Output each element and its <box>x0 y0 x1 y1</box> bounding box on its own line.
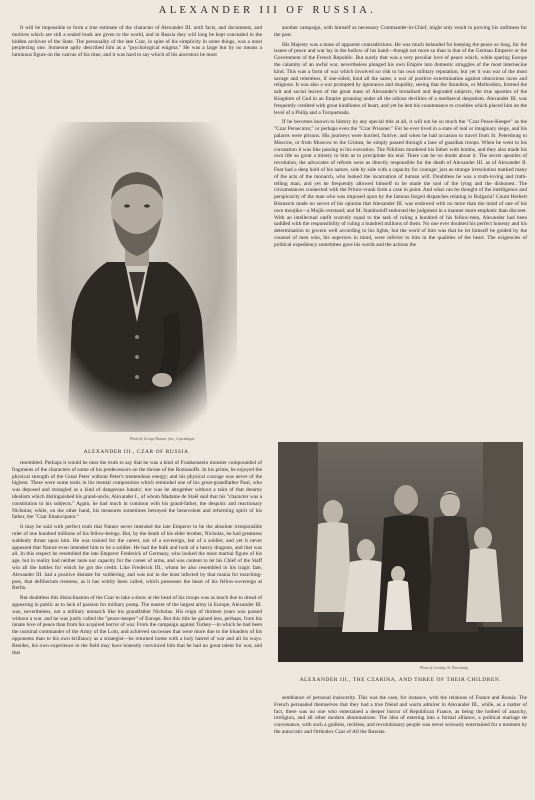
article-column-right-bottom <box>274 695 527 739</box>
paragraph: It will be impossible to form a true estimate of the character of Alexander III. until facts, and documents, and motives which are still a sealed book are given to the world, and in Russia they will long be kept concealed in the hidden archives of the State. The personality of the late Czar, in spite of his simplicity in some things, was a most perplexing one. Someone aptly described him as a "psychological enigma." He was a large but by no means a luminous figure on the canvas of his time, and it was hard to say which of his ancestors he most <box>12 25 262 59</box>
article-column-left-bottom <box>12 460 262 659</box>
photo-credit: Photo by George Hansen, fine., Copenhagen. <box>130 437 196 441</box>
photo-credit: Photo by Levitsky, St. Petersburg. <box>420 666 469 670</box>
page-title: ALEXANDER III OF RUSSIA. <box>158 5 377 16</box>
figure-caption: ALEXANDER III., THE CZARINA, AND THREE OF THEIR CHILDREN. <box>299 677 502 683</box>
paragraph: It may be said with perfect truth that Nature never intended the late Emperor to be the absolute irresponsible ruler of one hundred millions of his fellow-beings. But, by the death of his elder brother, Nicholas, he had greatness suddenly thrust upon him. He was trained for the career, not of a sovereign, but of a soldier, and yet it never appeared that Nature even intended him to be a soldier. He had the bulk and look of a heavy dragoon, and that was all. In this respect he resembled the late Emperor Frederick of Germany, who looked the most martial figure of his age, but in reality had neither taste nor capacity for the career of arms, and was content to let his Chief of the Staff win all the battles for which he got the credit. Like Frederick III., whom he also resembled in his tragic fate, Alexander III. had a positive distaste for soldiering, and was not in the least infected by that mania for marching-post, that defilierium tremens, as it has wittily been called, which possesses the heart of his fellow-sovereign at Berlin. <box>12 524 262 592</box>
paragraph: If he becomes known to history by any special title at all, it will not be so much the "Czar Peace-Keeper" as the "Czar Persecutor," or perhaps even the "Czar Prisoner." For he ever lived in a state of real or imaginary siege, and his palaces were prisons. His journeys were hurried, furtive; and when he had occasion to travel from St. Petersburg to Moscow, or from Moscow to the Crimea, he simply passed through a lane of guardian troops. When he went to his coronation it was like passing to his execution. The Nihilists murdered his father with bombs, and they also made his own life so great a misery to him as to precipitate his end. There can be no doubt about it. The secret apostles of revolution, the advocates of reform were as directly responsible for the death of Alexander III. as of Alexander II. Fear had a deep hold of his nature, side by side with a capacity for courage; just as strange irresolution marked many of the acts of the monarch, who looked the incarnation of human will. Doubtless he was a truth-loving and truth-telling man, and yet he frequently allowed himself to be made the tool of the lying and the dishonest. The circumstances connected with the Prince-vrank form a case in point. And what can be thought of the intelligence and perspicacity of the man who was imposed upon by the famous forged dispatches relating to Bulgaria? Count Herbert Bismarck made no secret of his opinion that Alexander III. was endowed with no more than the mind of one of his own moujiks—a Mujik-verstand; and M. Stambuloff endorsed the judgment in a manner more emphatic than discreet. With an intellectual outfit scarcely equal to the task of ruling a hundred of his fellow-men, Alexander had been saddled with the responsibility of ruling a hundred millions of them. No one ever doubted his perfect honesty and his determination to govern well according to his lights, but the word of him was that he let himself be guided by the counsel of men who, his superiors in mind, were inferior to him in the qualities of the heart. The exigencies of political expediency sometimes gave his words and the actions the <box>274 119 527 248</box>
portrait-photo-alexander-iii <box>37 122 237 432</box>
paragraph: another campaign, with himself as necessary Commander-in-Chief, might only result in proving his unfitness for the post. <box>274 25 527 38</box>
article-column-left-top <box>12 25 262 62</box>
paragraph: But doubtless this disinclination of the Czar to take a show at the head of his troops was as much due to dread of appearing in public as to lack of passion for military pomp. The master of the largest army in Europe, Alexander III. was, nevertheless, not a military monarch like his grandfather Nicholas. His reign of thirteen years was passed without a war, and he was justly called the "peace-keeper" of Europe. But this title he gained less, perhaps, from his innate love of peace than from his acquired horror of war. From the campaign against Turkey—in which he had been the nominal commander of the Army of the Lom, and achieved successes that were more due to the blunders of his opponents than to his own brilliancy as a strategist—he returned home with a holy hatred of war and all its ways. Besides, his own experience in the field may have honestly convinced him that he had no great talent for war, and that <box>12 595 262 656</box>
article-column-right-top <box>274 25 527 252</box>
paragraph: resembled. Perhaps it would be near the truth to say that he was a kind of Frankenstein monster compounded of fragments of the characters of some of his predecessors on the throne of the Romanoffs. In his prime, he enjoyed the physical strength of the Great Peter without Peter's tremendous energy; and his physical courage was never of the highest. There were some traits in his mental composition which reminded one of his great-grandfather Paul, who was deposed and strangled as a kind of dangerous lunatic; nor was he altogether without a taint of that dreamy idealism which distinguished his grand-uncle, Alexander I., of whom Madame de Staël said that his "character was a constitution to his subjects." Again, he had much in common with his grand-father, the despotic and reactionary Nicholas; while, on the other hand, his measures sometimes betrayed the benevolent and reforming spirit of his father, the "Czar Emancipator." <box>12 460 262 521</box>
figure-caption: ALEXANDER III., CZAR OF RUSSIA. <box>83 449 191 455</box>
paragraph: semblance of personal insincerity. This was the case, for instance, with the relations of France and Russia. The French persuaded themselves that they had a true friend and warm admirer in Alexander III., while, as a matter of fact, there was no one who entertained a deeper horror of Republican France, as being the hotbed of anarchy, irreligion, and all other modern abominations. The idea of entering into a formal alliance, a political mariage de convenance, with such a godless, reckless, and revolutionary people was never seriously entertained for a moment by the autocratic and Orthodox Czar of All the Russias. <box>274 695 527 735</box>
paragraph: His Majesty was a mass of apparent contradictions. He was much belauded for keeping the peace so long, for the issues of peace and war lay in the hollow of his hand—though not more so than is that of the German Emperor or the Government of the French Republic. But surely that was a very peculiar love of peace which, while sparing Europe the calamity of an awful war, nevertheless plunged his own Empire into domestic struggles of the most internecine kind. This was a form of war which involved no risk to his own military reputation, but yet it was war of the most savage and relentless, if one-sided, kind all the same, a war of positive extermination against obnoxious races and religions. It was also a war prompted by ignorance and stupidity, seeing that the Stundists, or Methodists, formed the salt and social leaven of the great mass of Alexander's brutalised and degraded subjects, the true apostles of the Kingdom of God in an Empire groaning under all the odious devilries of a mediaeval despotism. Alexander III. was frequently credited with great kindliness of heart, and yet he lent his countenance to cruelties which placed him on the level of a Philip and a Torquemada. <box>274 41 527 116</box>
family-group-photo <box>278 442 523 662</box>
